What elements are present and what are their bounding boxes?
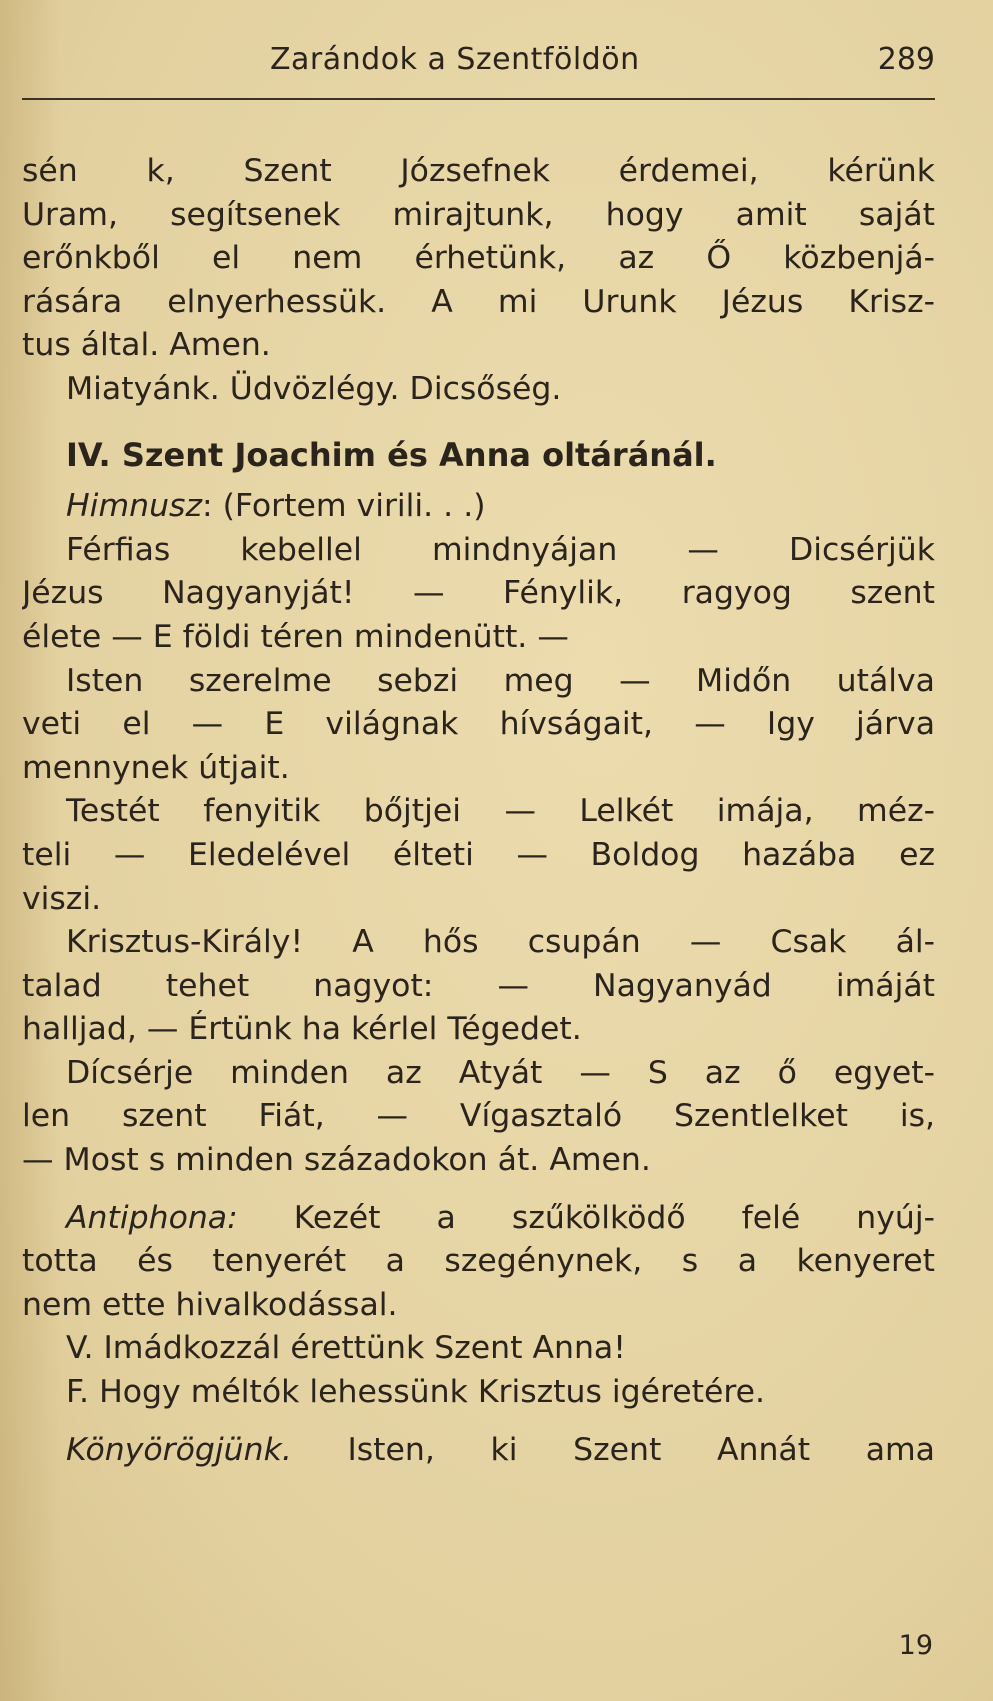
- stanza-line: Isten szerelme sebzi meg — Midőn utálva: [66, 662, 935, 699]
- spacer: [22, 1183, 935, 1197]
- hymn-title: : (Fortem virili. . .): [202, 488, 486, 525]
- oratio-label: Könyörögjünk.: [66, 1431, 292, 1468]
- stanza-line: Dícsérje minden az Atyát — S az ő egyet-: [66, 1054, 935, 1091]
- antiphona-line: totta és tenyerét a szegénynek, s a kenyeret: [22, 1243, 935, 1280]
- versicle-line: V. Imádkozzál érettünk Szent Anna!: [66, 1330, 626, 1367]
- spacer: [22, 1415, 935, 1429]
- stanza-line: Jézus Nagyanyját! — Fénylik, ragyog szent: [22, 575, 935, 612]
- stanza-line: mennynek útjait.: [22, 749, 290, 786]
- text-line: rására elnyerhessük. A mi Urunk Jézus Krisz-: [22, 283, 935, 320]
- antiphona-label: Antiphona:: [66, 1199, 238, 1236]
- text-line: erőnkből el nem érhetünk, az Ő közbenjá-: [22, 240, 935, 277]
- oratio-text: Isten, ki Szent Annát ama: [291, 1431, 935, 1468]
- stanza-line: len szent Fiát, — Vígasztaló Szentlelket is,: [22, 1098, 935, 1135]
- signature-mark: 19: [898, 1630, 933, 1661]
- stanza-line: Férfias kebellel mindnyájan — Dicsérjük: [66, 531, 935, 568]
- antiphona-text: Kezét a szűkölködő felé nyúj-: [237, 1199, 935, 1236]
- stanza-line: veti el — E világnak hívságait, — Igy járva: [22, 706, 935, 743]
- stanza-line: élete — E földi téren mindenütt. —: [22, 618, 569, 655]
- text-line: sén k, Szent Józsefnek érdemei, kérünk: [22, 153, 935, 189]
- hymn-label: Himnusz: [66, 488, 202, 525]
- antiphona-line: [22, 1197, 935, 1241]
- response-line: F. Hogy méltók lehessünk Krisztus igéretére.: [66, 1374, 766, 1411]
- running-title: Zarándok a Szentföldön: [270, 42, 640, 77]
- text-line: tus által. Amen.: [22, 327, 271, 364]
- stanza-line: Testét fenyitik bőjtjei — Lelkét imája, méz-: [66, 793, 935, 830]
- section-heading: IV. Szent Joachim és Anna oltáránál.: [66, 435, 717, 474]
- page-body: [22, 150, 935, 1472]
- antiphona-line: nem ette hivalkodással.: [22, 1286, 398, 1323]
- page-number: 289: [877, 42, 935, 77]
- stanza-line: talad tehet nagyot: — Nagyanyád imáját: [22, 967, 935, 1004]
- hymn-line: [22, 485, 935, 529]
- stanza-line: halljad, — Értünk ha kérlel Tégedet.: [22, 1011, 582, 1048]
- text-line: Uram, segítsenek mirajtunk, hogy amit saját: [22, 196, 935, 233]
- stanza-line: Krisztus-Király! A hős csupán — Csak ál-: [66, 924, 935, 961]
- stanza-line: viszi.: [22, 880, 102, 917]
- stanza-line: teli — Eledelével élteti — Boldog hazába ez: [22, 836, 935, 873]
- prayers-line: Miatyánk. Üdvözlégy. Dicsőség.: [66, 370, 562, 407]
- page-header: [22, 42, 935, 100]
- oratio-line: [22, 1429, 935, 1473]
- stanza-line: — Most s minden századokon át. Amen.: [22, 1142, 651, 1179]
